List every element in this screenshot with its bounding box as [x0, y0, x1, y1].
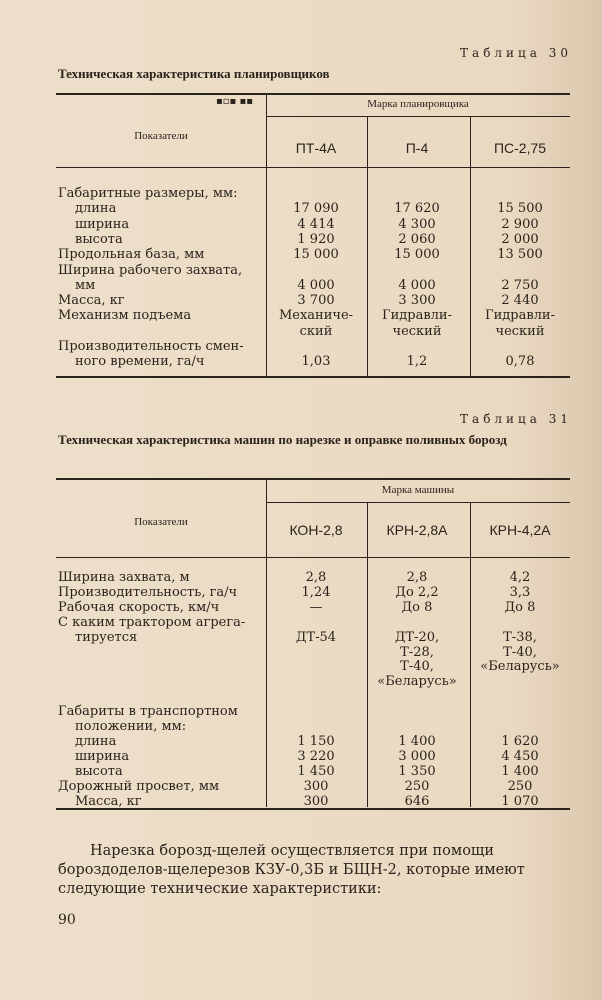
table-row — [0, 324, 602, 340]
row-value-2: Гидравли- — [382, 308, 452, 324]
row-label: Ширина захвата, м — [58, 570, 190, 585]
table30-column-pt4a: ПТ-4А — [295, 140, 337, 156]
table31-header-label: Показатели — [134, 516, 188, 528]
row-label: высота — [75, 231, 123, 247]
row-value-1: 17 090 — [293, 201, 339, 217]
table30-group-rule — [266, 116, 570, 117]
table31-column-kon28: КОН-2,8 — [289, 522, 343, 538]
row-value-3: Гидравли- — [485, 308, 555, 324]
row-value-2: 1 400 — [398, 733, 436, 749]
table-row — [0, 674, 602, 690]
row-value-1: 2,8 — [305, 570, 327, 585]
row-value-3: 13 500 — [497, 247, 543, 263]
row-value-1: 3 220 — [297, 748, 335, 764]
row-value-1: 4 000 — [297, 277, 335, 293]
table31-column-krn42a: КРН-4,2А — [489, 522, 551, 538]
row-label: Масса, кг — [58, 293, 125, 309]
row-value-3: «Беларусь» — [480, 659, 560, 675]
row-label: Продольная база, мм — [58, 247, 205, 263]
row-label: длина — [75, 733, 117, 749]
table30-title: Техническая характеристика планировщиков — [58, 66, 330, 81]
table31-header-rule — [56, 557, 570, 558]
table-row — [0, 704, 602, 720]
table30-header-label: Показатели — [134, 130, 188, 142]
row-label: Производительность, га/ч — [58, 584, 238, 600]
row-value-2: 4 000 — [398, 277, 436, 293]
table-row — [0, 186, 602, 202]
table-row — [0, 779, 602, 795]
row-label: Дорожный просвет, мм — [58, 778, 220, 794]
table30-column-p4: П-4 — [405, 140, 429, 156]
row-value-1: 15 000 — [293, 247, 339, 263]
row-value-3: 4,2 — [509, 570, 531, 585]
table30-top-rule — [56, 93, 570, 95]
row-value-1: 3 700 — [297, 293, 335, 309]
row-value-1: 1 150 — [297, 733, 335, 749]
row-label: Ширина рабочего захвата, — [58, 262, 243, 278]
table-row — [0, 749, 602, 765]
row-value-2: 3 300 — [398, 293, 436, 309]
row-value-2: 2 060 — [398, 231, 436, 247]
row-value-2: 2,8 — [406, 570, 428, 585]
row-value-1: 1,24 — [301, 584, 331, 600]
table30-bottom-rule — [56, 376, 570, 378]
table-row — [0, 659, 602, 675]
table-row — [0, 217, 602, 233]
row-label: Габаритные размеры, мм: — [58, 186, 238, 201]
row-value-3: 4 450 — [501, 748, 539, 764]
row-label: мм — [75, 277, 96, 293]
row-value-1: 1,03 — [301, 354, 331, 370]
table-row — [0, 630, 602, 646]
page-number: 90 — [58, 912, 76, 928]
row-value-3: До 8 — [504, 599, 536, 615]
row-label: тируется — [75, 629, 138, 645]
table-row — [0, 764, 602, 780]
row-value-2: 17 620 — [394, 201, 440, 217]
row-value-3: 250 — [507, 778, 533, 794]
table30-header-rule — [56, 167, 570, 168]
row-value-1: 300 — [303, 793, 329, 809]
table-row — [0, 570, 602, 586]
table-row — [0, 645, 602, 661]
table-row — [0, 263, 602, 279]
row-label: Рабочая скорость, км/ч — [58, 599, 220, 615]
row-value-3: Т-38, — [503, 629, 537, 645]
table-row — [0, 247, 602, 263]
row-value-3: ческий — [495, 323, 545, 339]
row-value-1: 300 — [303, 778, 329, 794]
table31-group-header: Марка машины — [381, 484, 455, 496]
table-row — [0, 278, 602, 294]
row-value-2: До 2,2 — [395, 584, 439, 600]
table-row — [0, 734, 602, 750]
row-label: Механизм подъема — [58, 308, 192, 324]
row-value-2: До 8 — [401, 599, 433, 615]
row-value-3: Т-40, — [503, 644, 537, 660]
table-row — [0, 354, 602, 370]
table-row — [0, 689, 602, 705]
row-label: С каким трактором агрега- — [58, 614, 246, 630]
table-row — [0, 201, 602, 217]
row-value-3: 2 000 — [501, 231, 539, 247]
row-value-2: 3 000 — [398, 748, 436, 764]
table-row — [0, 339, 602, 355]
table-row — [0, 600, 602, 616]
print-smudge: ▪▫▪ ▪▪ — [216, 96, 254, 107]
table-row — [0, 719, 602, 735]
row-label: ширина — [75, 748, 130, 764]
table31-group-rule — [266, 502, 570, 503]
table30-caption: Таблица 30 — [460, 46, 572, 60]
row-value-1: — — [309, 599, 323, 615]
row-value-1: 1 920 — [297, 231, 335, 247]
row-value-3: 1 070 — [501, 793, 539, 809]
row-value-1: Механиче- — [278, 308, 354, 324]
row-label: Производительность смен- — [58, 339, 244, 354]
row-label: ширина — [75, 216, 130, 232]
row-value-2: 1 350 — [398, 763, 436, 779]
row-value-2: «Беларусь» — [377, 674, 457, 690]
table30-column-ps275: ПС-2,75 — [493, 140, 547, 156]
table-row — [0, 293, 602, 309]
row-label: положении, мм: — [75, 719, 187, 734]
row-label: длина — [75, 201, 117, 217]
row-value-2: 4 300 — [398, 216, 436, 232]
row-value-1: 1 450 — [297, 763, 335, 779]
row-value-2: Т-28, — [400, 644, 434, 660]
row-value-3: 2 750 — [501, 277, 539, 293]
table31-title: Техническая характеристика машин по нарезке и оправке поливных борозд — [58, 432, 507, 447]
body-paragraph: Нарезка борозд-щелей осуществляется при помощи бороздоделов-щелерезов КЗУ-0,3Б и БЩН-2, которые имеют следующие технические характеристики: — [58, 843, 525, 897]
row-label: Габариты в транспортном — [58, 704, 238, 720]
row-value-2: ческий — [392, 323, 442, 339]
row-value-2: 250 — [404, 778, 430, 794]
row-value-2: 646 — [404, 793, 430, 809]
table-row — [0, 232, 602, 248]
table30-group-header: Марка планировщика — [367, 98, 469, 110]
row-label: ного времени, га/ч — [75, 354, 205, 370]
table-row — [0, 615, 602, 631]
row-value-3: 0,78 — [505, 354, 535, 370]
row-value-3: 1 400 — [501, 763, 539, 779]
row-value-3: 2 900 — [501, 216, 539, 232]
table31-caption: Таблица 31 — [460, 412, 572, 426]
row-value-3: 1 620 — [501, 733, 539, 749]
row-value-3: 15 500 — [497, 201, 543, 217]
row-label: высота — [75, 763, 123, 779]
row-value-1: ДТ-54 — [295, 629, 337, 645]
row-value-2: 1,2 — [406, 354, 428, 370]
row-value-1: ский — [299, 323, 333, 339]
row-value-1: 4 414 — [297, 216, 335, 232]
table31-column-krn28a: КРН-2,8А — [386, 522, 448, 538]
table31-top-rule — [56, 478, 570, 480]
row-value-2: ДТ-20, — [394, 629, 440, 645]
row-value-2: Т-40, — [400, 659, 434, 675]
table-row — [0, 308, 602, 324]
row-value-3: 3,3 — [509, 584, 531, 600]
row-label: Масса, кг — [75, 793, 142, 809]
table31-bottom-rule — [56, 808, 570, 810]
row-value-3: 2 440 — [501, 293, 539, 309]
row-value-2: 15 000 — [394, 247, 440, 263]
table-row — [0, 585, 602, 601]
